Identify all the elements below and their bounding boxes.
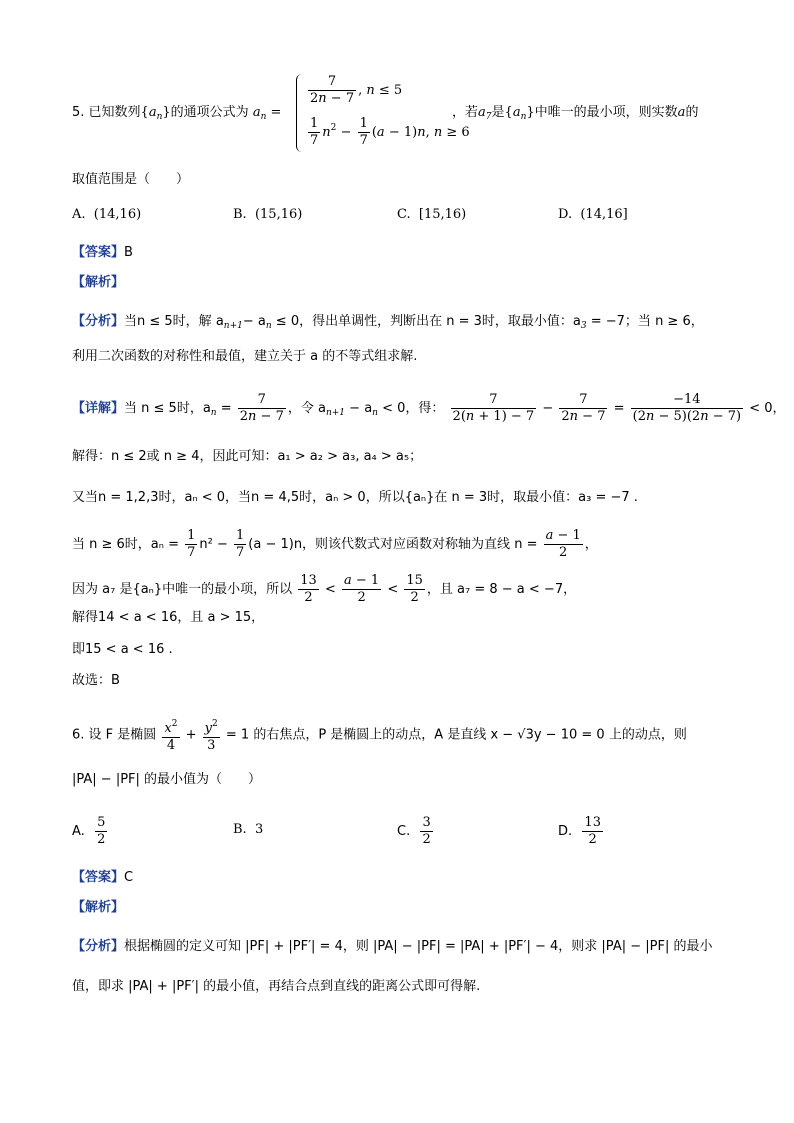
q6-stem: 6. 设 F 是椭圆 $\frac{x^2}{4}$ + $\frac{y^2}{3}$ = 1 的右焦点，P 是椭圆上的动点，A 是直线 x − √3y − 10 = 0 上的动点，则 xyxy=(72,716,687,754)
q6-fenxi-line1: 【分析】根据椭圆的定义可知 |PF| + |PF′| = 4，则 |PA| − |PF| = |PA| + |PF′| − 4，则求 |PA| − |PF| 的最小 xyxy=(72,939,713,954)
piecewise-brace xyxy=(296,74,305,152)
q6-fenxi-line2: 值，即求 |PA| + |PF′| 的最小值，再结合点到直线的距离公式即可得解. xyxy=(72,979,481,994)
q6-option-d: D. $\frac{13}{2}$ xyxy=(558,815,601,847)
q5-xiangjie-line4: 当 n ≥ 6时，aₙ = $\frac{1}{7}$ n² − $\frac{1}{7}$ (a − 1)n，则该代数式对应函数对称轴为直线 n = $\frac{a - 1}{2}$ ， xyxy=(72,528,598,560)
q5-xiangjie-line2: 解得：n ≤ 2或 n ≥ 4，因此可知：a₁ > a₂ > a₃, a₄ > a₅； xyxy=(72,449,423,464)
q6-option-c: C. $\frac{3}{2}$ xyxy=(397,815,431,847)
q5-xiangjie-line8: 故选：B xyxy=(72,673,120,688)
q5-option-a: A. (14,16) xyxy=(72,207,142,222)
q6-option-a: A. $\frac{5}{2}$ xyxy=(72,815,106,847)
q5-analysis-tag: 【解析】 xyxy=(72,275,125,290)
q5-case2: $\frac{1}{7}$ $n^2$ − $\frac{1}{7}$ (a − 1)n, n ≥ 6 xyxy=(310,116,470,148)
q5-xiangjie-line7: 即15 < a < 16 . xyxy=(72,642,173,657)
q5-option-d: D. (14,16] xyxy=(558,207,628,222)
q5-xiangjie-line1: 【详解】当 n ≤ 5时，$a_n$ = $\frac{7}{2n - 7}$ ，令 $a_{n+1} - a_n < 0$，得： $\frac{7}{2(n + 1) - 7}$ − $\frac{7}{2n - 7}$ = $\frac{-14}{(2n - 5)(2n - 7)}$ < 0， xyxy=(72,392,786,424)
q5-option-b: B. (15,16) xyxy=(233,207,303,222)
q5-fenxi-line1: 【分析】当n ≤ 5时，解 $a_{n+1}- a_n \le 0$，得出单调性，判断出在 n = 3时，取最小值：$a_3 = -7$；当 n ≥ 6， xyxy=(72,314,704,331)
q5-fenxi-line2: 利用二次函数的对称性和最值，建立关于 a 的不等式组求解. xyxy=(72,349,418,364)
q6-analysis-tag: 【解析】 xyxy=(72,900,125,915)
q5-stem: 5. 已知数列$\{a_n\}$的通项公式为 $a_n$ = xyxy=(72,105,282,122)
q5-stem-right: ，若$a_7$是$\{a_n\}$中唯一的最小项，则实数a的 xyxy=(452,105,699,122)
q6-stem-line2: |PA| − |PF| 的最小值为（ ） xyxy=(72,772,262,787)
q5-option-c: C. [15,16) xyxy=(397,207,467,222)
q5-xiangjie-line3: 又当n = 1,2,3时，aₙ < 0，当n = 4,5时，aₙ > 0，所以{aₙ}在 n = 3时，取最小值：a₃ = −7 . xyxy=(72,490,638,505)
q6-option-b: B. 3 xyxy=(233,822,264,837)
q5-xiangjie-line5: 因为 a₇ 是{aₙ}中唯一的最小项，所以 $\frac{13}{2}$ < $\frac{a - 1}{2}$ < $\frac{15}{2}$ ，且 a₇ = 8 − a < −7， xyxy=(72,573,577,605)
q6-answer: 【答案】C xyxy=(72,870,134,885)
q5-xiangjie-line6: 解得14 < a < 16，且 a > 15， xyxy=(72,610,265,625)
q5-case1: $\frac{7}{2n - 7}$ , n ≤ 5 xyxy=(310,74,403,106)
q5-stem-line2: 取值范围是（ ） xyxy=(72,172,190,187)
q5-answer: 【答案】B xyxy=(72,245,133,260)
